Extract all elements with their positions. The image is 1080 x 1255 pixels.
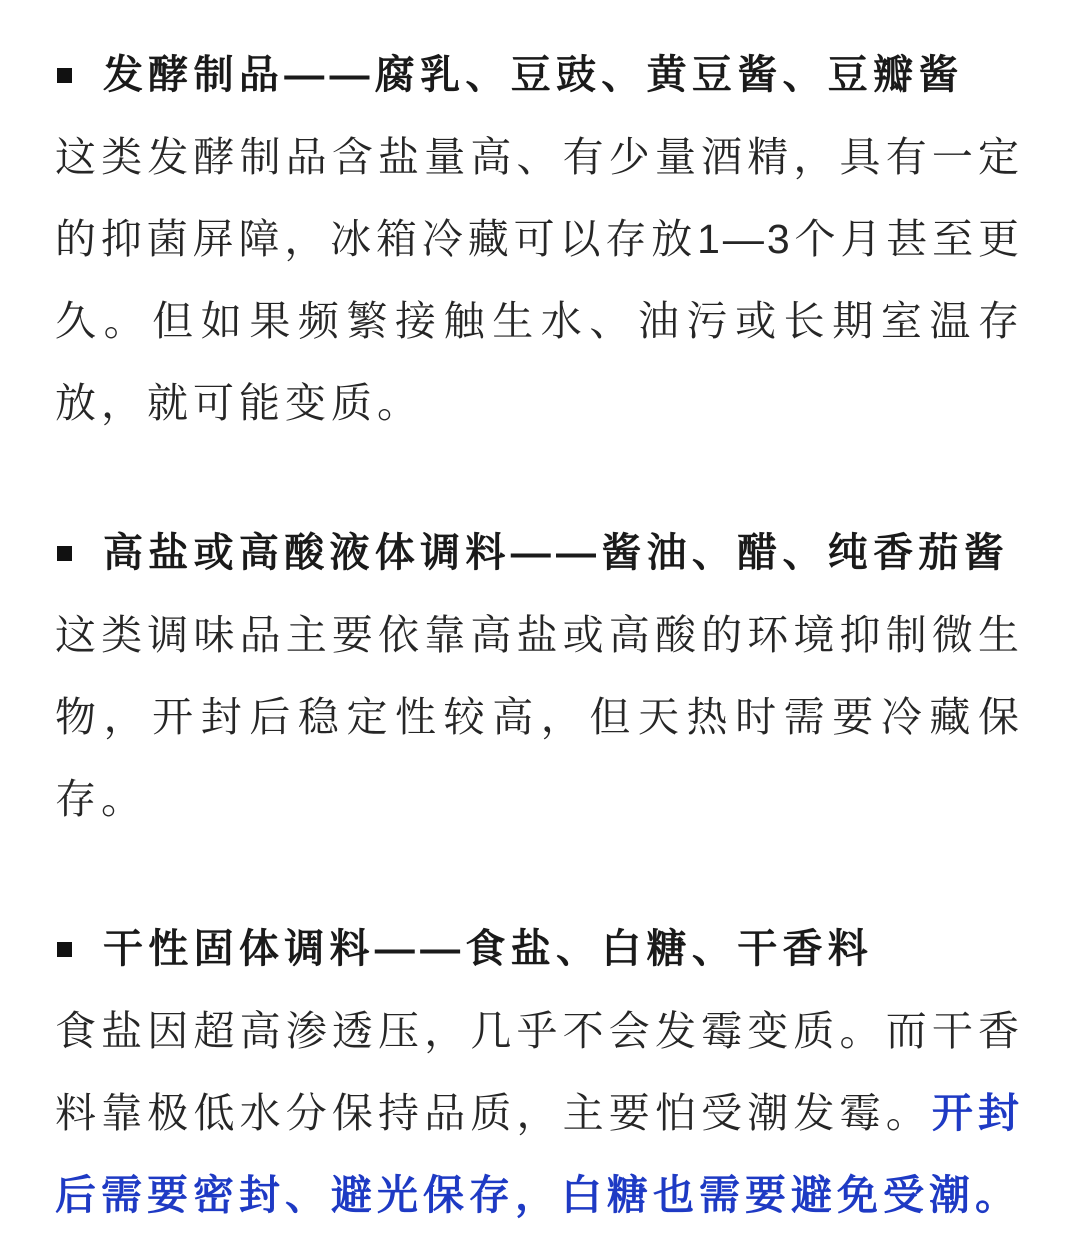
- section-liquid-seasonings: [55, 512, 1022, 840]
- section-heading-text: 高盐或高酸液体调料——酱油、醋、纯香茄酱: [103, 531, 1009, 575]
- square-bullet-icon: [57, 546, 72, 561]
- section-heading: [55, 908, 1022, 990]
- paragraph-line: 久。但如果频繁接触生水、油污或长期室温存: [55, 298, 1022, 344]
- section-heading: [55, 34, 1022, 116]
- paragraph-line: 的抑菌屏障，冰箱冷藏可以存放1—3个月甚至更: [55, 216, 1022, 262]
- section-paragraph: [55, 594, 1022, 840]
- paragraph-line: [55, 1154, 1022, 1236]
- paragraph-line: 物，开封后稳定性较高，但天热时需要冷藏保: [55, 694, 1022, 740]
- paragraph-text: 食盐因超高渗透压，几乎不会发霉变质。而干香: [55, 1008, 1022, 1054]
- section-heading-text: 发酵制品——腐乳、豆豉、黄豆酱、豆瓣酱: [103, 53, 964, 97]
- paragraph-line: 这类发酵制品含盐量高、有少量酒精，具有一定: [55, 134, 1022, 180]
- section-heading-text: 干性固体调料——食盐、白糖、干香料: [103, 927, 874, 971]
- paragraph-line: 放，就可能变质。: [55, 380, 423, 426]
- section-fermented-products: [55, 34, 1022, 444]
- paragraph-text: 料靠极低水分保持品质，主要怕受潮发霉。: [55, 1090, 932, 1136]
- paragraph-line: [55, 990, 1022, 1072]
- highlighted-text: 开封: [931, 1090, 1023, 1136]
- square-bullet-icon: [57, 942, 72, 957]
- highlighted-text: 后需要密封、避光保存，白糖也需要避免受潮。: [55, 1172, 1021, 1218]
- paragraph-line: 这类调味品主要依靠高盐或高酸的环境抑制微生: [55, 612, 1022, 658]
- section-heading: [55, 512, 1022, 594]
- section-paragraph: [55, 116, 1022, 444]
- section-paragraph: [55, 990, 1022, 1236]
- section-dry-seasonings: [55, 908, 1022, 1236]
- paragraph-line: [55, 1072, 1022, 1154]
- square-bullet-icon: [57, 68, 72, 83]
- paragraph-line: 存。: [55, 776, 147, 822]
